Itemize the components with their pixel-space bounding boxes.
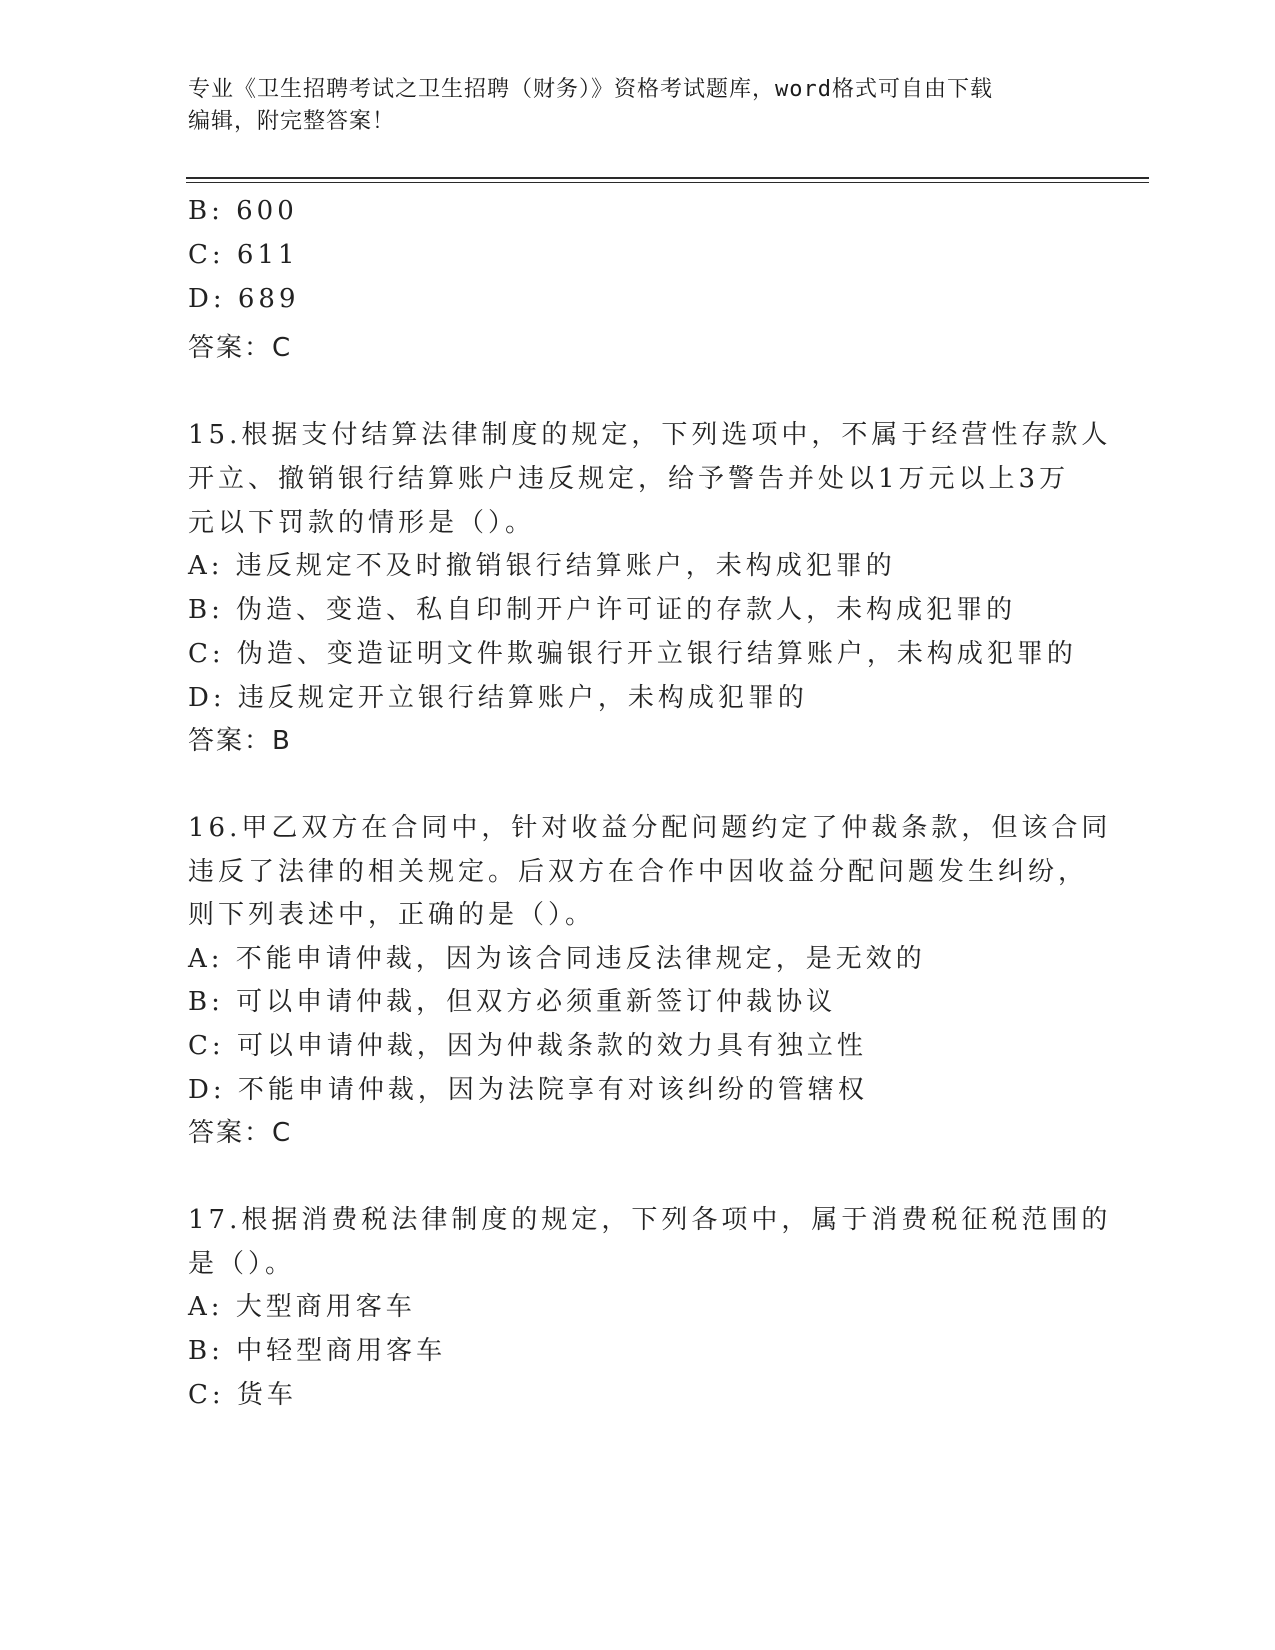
q16-stem-line-3: 则下列表述中，正确的是（）。 <box>188 900 596 930</box>
q17-option-c: C: 货车 <box>188 1380 297 1410</box>
q15-answer: 答案：B <box>188 726 292 756</box>
q16-stem-line-2: 违反了法律的相关规定。后双方在合作中因收益分配问题发生纠纷， <box>188 857 1089 887</box>
q15-stem-line-2: 开立、撤销银行结算账户违反规定，给予警告并处以1万元以上3万 <box>188 464 1070 494</box>
document-header <box>188 74 1088 138</box>
q17-stem-line-1: 17.根据消费税法律制度的规定，下列各项中，属于消费税征税范围的 <box>188 1205 1112 1235</box>
q17-option-b: B: 中轻型商用客车 <box>188 1336 447 1366</box>
q16-option-b: B: 可以申请仲裁，但双方必须重新签订仲裁协议 <box>188 987 837 1017</box>
q15-stem-line-3: 元以下罚款的情形是（）。 <box>188 508 536 538</box>
q14-option-c: C: 611 <box>188 240 299 270</box>
header-line-1: 专业《卫生招聘考试之卫生招聘（财务）》资格考试题库，word格式可自由下载 <box>188 77 993 102</box>
q15-option-d: D: 违反规定开立银行结算账户，未构成犯罪的 <box>188 683 808 713</box>
q16-answer: 答案：C <box>188 1118 293 1148</box>
q16-option-a: A: 不能申请仲裁，因为该合同违反法律规定，是无效的 <box>188 944 926 974</box>
q15-option-a: A: 违反规定不及时撤销银行结算账户，未构成犯罪的 <box>188 551 896 581</box>
q15-stem-line-1: 15.根据支付结算法律制度的规定，下列选项中，不属于经营性存款人 <box>188 420 1112 450</box>
header-line-2: 编辑，附完整答案！ <box>188 109 396 134</box>
q17-option-a: A: 大型商用客车 <box>188 1292 416 1322</box>
header-rule-thick <box>186 177 1149 179</box>
q15-option-c: C: 伪造、变造证明文件欺骗银行开立银行结算账户，未构成犯罪的 <box>188 639 1077 669</box>
q14-option-b: B: 600 <box>188 196 298 226</box>
q16-option-c: C: 可以申请仲裁，因为仲裁条款的效力具有独立性 <box>188 1031 867 1061</box>
q16-option-d: D: 不能申请仲裁，因为法院享有对该纠纷的管辖权 <box>188 1075 868 1105</box>
header-rule-thin <box>186 182 1149 183</box>
q14-option-d: D: 689 <box>188 284 300 314</box>
q17-stem-line-2: 是（）。 <box>188 1249 296 1279</box>
q14-answer: 答案：C <box>188 333 293 363</box>
q16-stem-line-1: 16.甲乙双方在合同中，针对收益分配问题约定了仲裁条款，但该合同 <box>188 813 1112 843</box>
q15-option-b: B: 伪造、变造、私自印制开户许可证的存款人，未构成犯罪的 <box>188 595 1017 625</box>
